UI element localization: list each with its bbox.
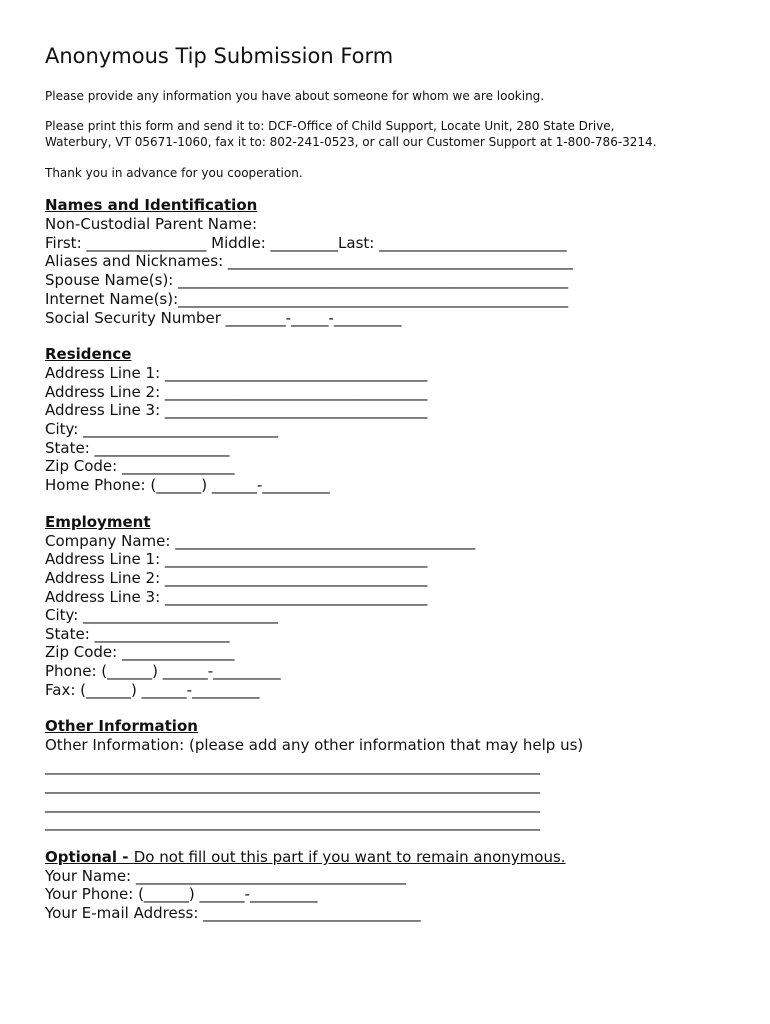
your-phone-line: Your Phone: (______) ______-_________ [45,885,318,903]
other-info-blank-line-3: __________________________________________________________________ [45,795,540,813]
other-info-blank-line-1: __________________________________________________________________ [45,757,540,775]
intro-line-4: Thank you in advance for you cooperation. [45,166,303,180]
other-info-blank-line-4: __________________________________________________________________ [45,813,540,831]
employment-fax-line: Fax: (______) ______-_________ [45,681,260,699]
residence-state-line: State: __________________ [45,439,230,457]
internet-names-line: Internet Name(s):____________________________________________________ [45,290,569,308]
company-name-line: Company Name: ________________________________________ [45,532,476,550]
aliases-line: Aliases and Nicknames: ______________________________________________ [45,252,573,270]
ssn-line: Social Security Number ________-_____-_________ [45,309,402,327]
employment-address-1-line: Address Line 1: ___________________________________ [45,550,428,568]
employment-zip-line: Zip Code: _______________ [45,643,235,661]
optional-heading-line [45,848,566,866]
home-phone-line: Home Phone: (______) ______-_________ [45,476,330,494]
employment-heading: Employment [45,513,151,531]
other-info-blank-line-2: __________________________________________________________________ [45,776,540,794]
spouse-line: Spouse Name(s): ____________________________________________________ [45,271,569,289]
other-info-heading: Other Information [45,717,198,735]
employment-address-3-line: Address Line 3: ___________________________________ [45,588,428,606]
residence-zip-line: Zip Code: _______________ [45,457,235,475]
your-name-line: Your Name: ____________________________________ [45,867,406,885]
residence-city-line: City: __________________________ [45,420,279,438]
optional-heading: Optional - [45,848,134,866]
your-email-line: Your E-mail Address: _____________________________ [45,904,421,922]
other-info-label: Other Information: (please add any other information that may help us) [45,736,584,754]
names-heading: Names and Identification [45,196,258,214]
intro-line-1: Please provide any information you have about someone for whom we are looking. [45,89,545,103]
residence-address-3-line: Address Line 3: ___________________________________ [45,401,428,419]
name-fields-line: First: ________________ Middle: _________Last: _________________________ [45,234,567,252]
employment-city-line: City: __________________________ [45,606,279,624]
optional-heading-note: Do not fill out this part if you want to remain anonymous. [133,848,566,866]
page-title: Anonymous Tip Submission Form [45,44,394,68]
residence-heading: Residence [45,345,132,363]
residence-address-1-line: Address Line 1: ___________________________________ [45,364,428,382]
employment-address-2-line: Address Line 2: ___________________________________ [45,569,428,587]
employment-state-line: State: __________________ [45,625,230,643]
parent-name-label: Non-Custodial Parent Name: [45,215,258,233]
intro-line-3: Waterbury, VT 05671-1060, fax it to: 802-241-0523, or call our Customer Support at 1-800-786-3214. [45,135,657,149]
residence-address-2-line: Address Line 2: ___________________________________ [45,383,428,401]
employment-phone-line: Phone: (______) ______-_________ [45,662,281,680]
intro-line-2: Please print this form and send it to: DCF-Office of Child Support, Locate Unit, 280 State Drive, [45,119,615,133]
